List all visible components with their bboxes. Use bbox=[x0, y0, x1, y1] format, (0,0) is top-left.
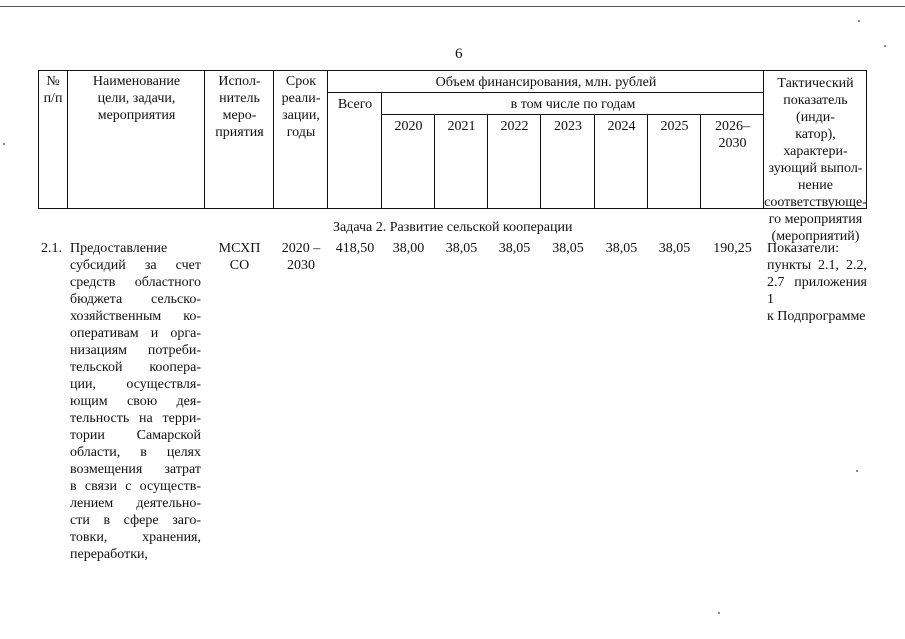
row-name-line: возмещения затрат bbox=[70, 462, 201, 477]
row-name-line: хозяйственным ко- bbox=[70, 309, 201, 324]
scan-speck bbox=[858, 20, 860, 22]
row-year-value: 190,25 bbox=[713, 241, 752, 256]
row-name-line: переработки, bbox=[70, 547, 148, 562]
header-year: 2022 bbox=[500, 119, 529, 134]
row-name-line: субсидий за счет bbox=[70, 258, 201, 273]
row-year-value: 38,05 bbox=[498, 241, 531, 256]
row-number: 2.1. bbox=[41, 241, 62, 256]
header-year: 2023 bbox=[554, 119, 582, 134]
row-name-line: бюджета сельско- bbox=[70, 292, 201, 307]
row-executor: МСХП СО bbox=[218, 241, 261, 273]
row-name-line: товки, хранения, bbox=[70, 530, 201, 545]
header-total: Всего bbox=[337, 97, 373, 112]
scan-speck bbox=[884, 45, 886, 47]
row-year-value: 38,05 bbox=[445, 241, 478, 256]
row-name-line: ции, осуществля- bbox=[70, 377, 201, 392]
row-year-value: 38,05 bbox=[552, 241, 584, 256]
row-term: 2020 – 2030 bbox=[281, 241, 321, 273]
header-year: 2026– 2030 bbox=[715, 119, 750, 151]
row-name-line: низациям потреби- bbox=[70, 343, 201, 358]
row-name-line: тории Самарской bbox=[70, 428, 201, 443]
row-total: 418,50 bbox=[335, 241, 375, 256]
row-indicator-line: к Подпрограмме bbox=[767, 309, 866, 324]
header-year: 2021 bbox=[447, 119, 476, 134]
page-number: 6 bbox=[455, 46, 463, 62]
row-name bbox=[70, 240, 201, 563]
header-indicator: Тактический показатель (инди- катор), характери- зующий выпол- нение соответствующе- го мероприятия (мероприятий) bbox=[764, 76, 867, 244]
header-by-years: в том числе по годам bbox=[510, 97, 636, 112]
task-title: Задача 2. Развитие сельской кооперации bbox=[333, 220, 573, 235]
scan-speck bbox=[718, 612, 720, 614]
row-year-value: 38,05 bbox=[658, 241, 691, 256]
scan-speck bbox=[856, 470, 858, 472]
header-year: 2025 bbox=[660, 119, 689, 134]
row-name-line: Предоставление bbox=[70, 241, 168, 256]
header-number: № п/п bbox=[43, 74, 63, 106]
row-indicator-line: пункты 2.1, 2.2, bbox=[767, 258, 867, 273]
row-name-line: лением деятельно- bbox=[70, 496, 201, 511]
header-executor: Испол- нитель меро- приятия bbox=[215, 74, 264, 140]
row-year-value: 38,05 bbox=[605, 241, 638, 256]
row-name-line: области, в целях bbox=[70, 445, 201, 460]
row-name-line: тельность на терри- bbox=[70, 411, 201, 426]
row-indicator-line: 2.7 приложения 1 bbox=[767, 275, 867, 307]
scan-speck bbox=[3, 143, 5, 145]
page-top-edge bbox=[0, 6, 905, 7]
row-year-value: 38,00 bbox=[392, 241, 425, 256]
header-term: Срок реали- зации, годы bbox=[281, 74, 321, 140]
row-name-line: средств областного bbox=[70, 275, 201, 290]
row-name-line: сти в сфере заго- bbox=[70, 513, 201, 528]
header-year: 2024 bbox=[607, 119, 636, 134]
row-name-line: ющим свою дея- bbox=[70, 394, 201, 409]
row-name-line: в связи с осуществ- bbox=[70, 479, 201, 494]
header-funding: Объем финансирования, млн. рублей bbox=[435, 75, 657, 90]
row-indicator-line: Показатели: bbox=[767, 241, 839, 256]
row-indicator bbox=[767, 240, 867, 325]
header-name: Наименование цели, задачи, мероприятия bbox=[92, 74, 181, 123]
row-name-line: оперативам и орга- bbox=[70, 326, 201, 341]
row-name-line: тельской коопера- bbox=[70, 360, 201, 375]
header-year: 2020 bbox=[394, 119, 423, 134]
